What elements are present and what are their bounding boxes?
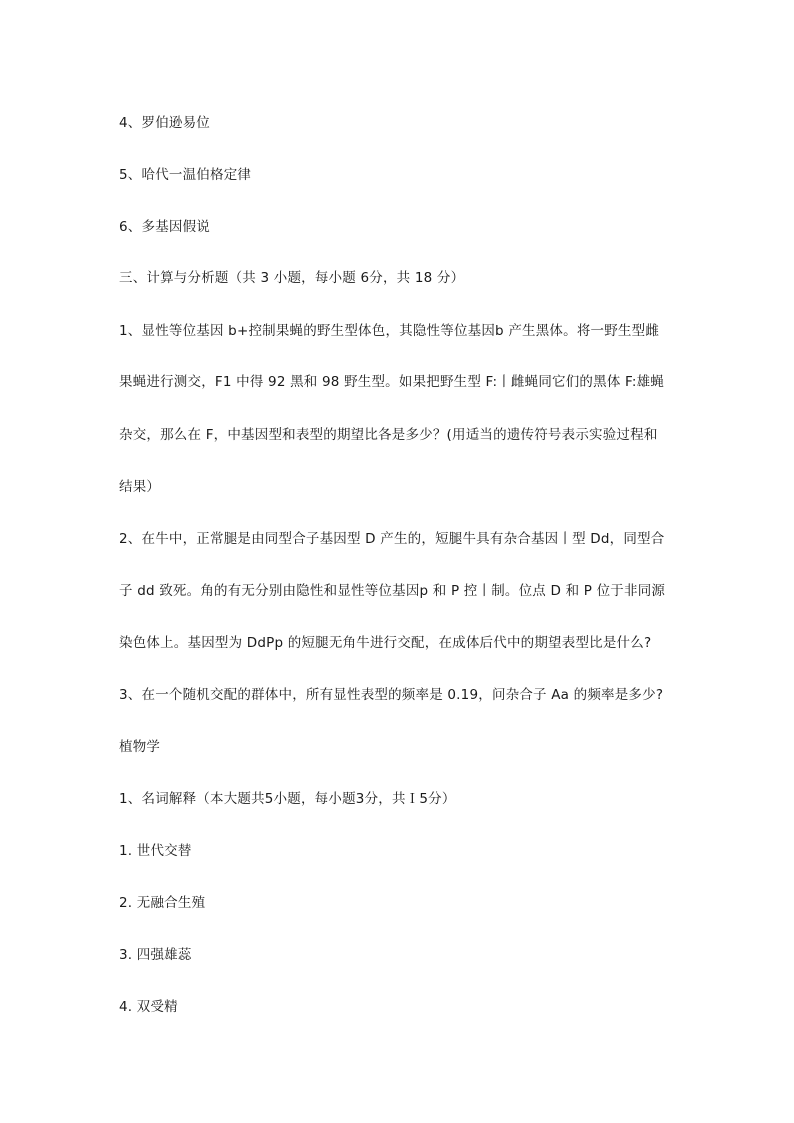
section-heading-calculation: 三、计算与分析题（共 3 小题，每小题 6分，共 18 分） bbox=[119, 270, 465, 286]
item-hardy-weinberg-law: 5、哈代一温伯格定律 bbox=[119, 167, 252, 183]
question-1-line-4: 结果） bbox=[119, 479, 161, 495]
question-3-line-1: 3、在一个随机交配的群体中，所有显性表型的频率是 0.19，问杂合子 Aa 的频率是多少? bbox=[119, 687, 664, 703]
item-robertsonian-translocation: 4、罗伯逊易位 bbox=[119, 115, 210, 131]
term-apomixis: 2. 无融合生殖 bbox=[119, 895, 206, 911]
section-heading-terms: 1、名词解释（本大题共5小题，每小题3分，共Ｉ5分） bbox=[119, 791, 456, 807]
term-tetradynamous-stamens: 3. 四强雄蕊 bbox=[119, 947, 192, 963]
question-2-line-3: 染色体上。基因型为 DdPp 的短腿无角牛进行交配，在成体后代中的期望表型比是什么? bbox=[119, 635, 652, 651]
question-2-line-1: 2、在牛中，正常腿是由同型合子基因型 D 产生的，短腿牛具有杂合基因丨型 Dd，同型合 bbox=[119, 531, 665, 547]
question-2-line-2: 子 dd 致死。角的有无分别由隐性和显性等位基因p 和 P 控丨制。位点 D 和 P 位于非同源 bbox=[119, 583, 666, 599]
question-1-line-2: 果蝇进行测交，F1 中得 92 黑和 98 野生型。如果把野生型 F:丨雌蝇同它们的黑体 F:雄蝇 bbox=[119, 374, 665, 390]
item-polygenic-hypothesis: 6、多基因假说 bbox=[119, 219, 210, 235]
question-1-line-3: 杂交，那么在 F，中基因型和表型的期望比各是多少？(用适当的遗传符号表示实验过程和 bbox=[119, 427, 658, 443]
section-title-botany: 植物学 bbox=[119, 739, 161, 755]
term-double-fertilization: 4. 双受精 bbox=[119, 999, 178, 1015]
question-1-line-1: 1、显性等位基因 b+控制果蝇的野生型体色，其隐性等位基因b 产生黑体。将一野生型雌 bbox=[119, 323, 660, 339]
term-alternation-of-generations: 1. 世代交替 bbox=[119, 843, 192, 859]
